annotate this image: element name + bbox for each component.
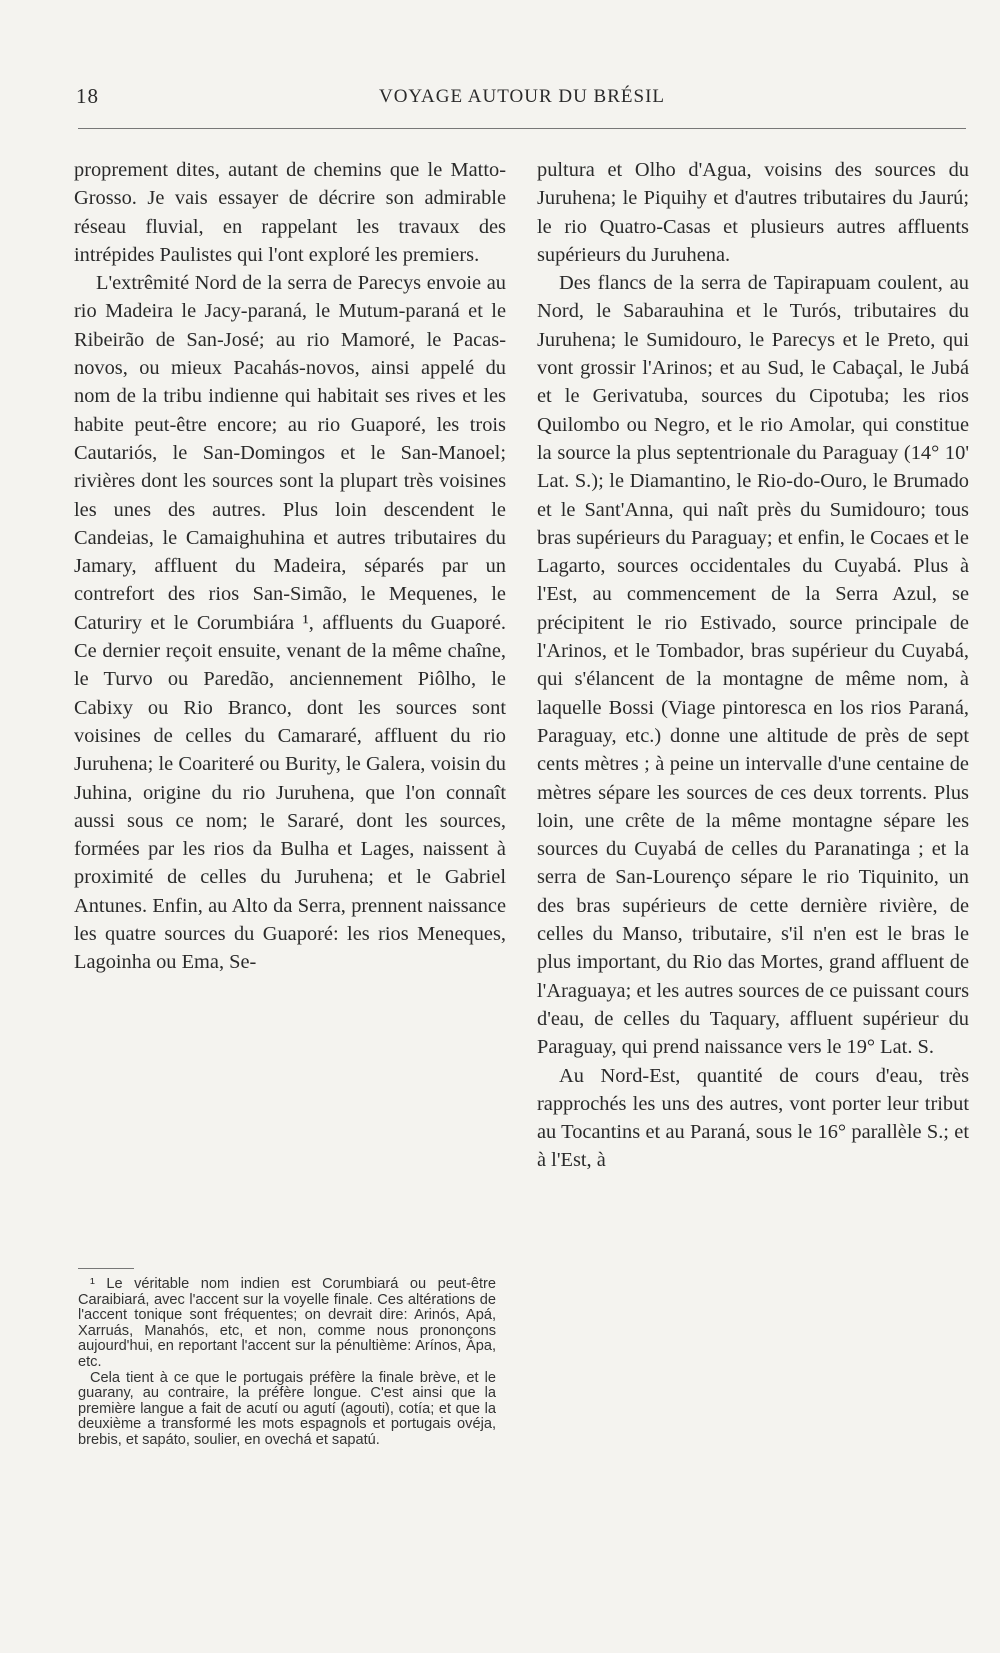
running-title: VOYAGE AUTOUR DU BRÉSIL [378, 86, 666, 107]
left-column [74, 156, 506, 977]
footnote: ¹ Le véritable nom indien est Corumbiará ou peut-être Caraibiará, avec l'accent sur la voyelle finale. Ces altérations de l'accent tonique sont fréquentes; on devrait dire: Arinós, Apá, Xarruás, Manahós, etc, et non, comme nous prononçons aujourd'hui, en reportant l'accent sur la pénultième: Arínos, Ápa, etc. [78, 1276, 496, 1370]
paragraph-continued: proprement dites, autant de chemins que le Matto-Grosso. Je vais essayer de décrire son admirable réseau fluvial, en rappelant les travaux des intrépides Paulistes qui l'ont exploré les premiers. [74, 159, 506, 266]
paragraph-continued: pultura et Olho d'Agua, voisins des sources du Juruhena; le Piquihy et d'autres tributaires du Jaurú; le rio Quatro-Casas et plusieurs autres affluents supérieurs du Juruhena. [537, 159, 969, 266]
paragraph: Des flancs de la serra de Tapirapuam coulent, au Nord, le Sabarauhina et le Turós, tributaires du Juruhena; le Sumidouro, le Parecys et le Preto, qui vont grossir l'Arinos; et au Sud, le Cabaçal, le Jubá et le Gerivatuba, sources du Cipotuba; les rios Quilombo ou Negro, et le rio Amolar, qui constitue la source la plus septentrionale du Paraguay (14° 10' Lat. S.); le Diamantino, le Rio-do-Ouro, le Brumado et le Sant'Anna, qui naît près du Sumidouro; tous bras supérieurs du Paraguay; et enfin, le Cocaes et le Lagarto, sources occidentales du Cuyabá. Plus à l'Est, au commencement de la Serra Azul, se précipitent le rio Estivado, source principale de l'Arinos, et le Tombador, bras supérieur du Cuyabá, qui s'élancent de la montagne de même nom, à laquelle Bossi (Viage pintoresca en los rios Paraná, Paraguay, etc.) donne une altitude de près de sept cents mètres ; à peine un intervalle d'une centaine de mètres sépare les sources de ces deux torrents. Plus loin, une crête de la même montagne sépare les sources du Cuyabá de celles du Paranatinga ; et la serra de San-Lourenço sépare le rio Tiquinito, un des bras supérieurs de cette dernière rivière, de celles du Manso, tributaire, s'il n'en est le bras le plus important, du Rio das Mortes, grand affluent de l'Araguaya; et les autres sources de ce puissant cours d'eau, de celles du Taquary, affluent supérieur du Paraguay, qui prend naissance vers le 19° Lat. S. [537, 272, 969, 1059]
page-header [76, 84, 968, 110]
footnote: Cela tient à ce que le portugais préfère la finale brève, et le guarany, au contraire, la préfère longue. C'est ainsi que la première langue a fait de acutí ou agutí (agouti), cotía; et que la deuxième a transformé les mots espagnols et portugais ovéja, brebis, et sapáto, soulier, en ovechá et sapatú. [78, 1369, 496, 1448]
paragraph: Au Nord-Est, quantité de cours d'eau, très rapprochés les uns des autres, vont porter leur tribut au Tocantins et au Paraná, sous le 16° parallèle S.; et à l'Est, à [537, 1064, 969, 1172]
right-column [537, 156, 969, 1175]
page-number: 18 [76, 84, 99, 108]
paragraph: L'extrêmité Nord de la serra de Parecys envoie au rio Madeira le Jacy-paraná, le Mutum-paraná et le Ribeirão de San-José; au rio Mamoré, le Pacas-novos, ou mieux Pacahás-novos, ainsi appelé du nom de la tribu indienne qui habitait ses rives et les habite peut-être encore; au rio Guaporé, les trois Cautariós, le San-Domingos et le San-Manoel; rivières dont les sources sont la plupart très voisines les unes des autres. Plus loin descendent le Candeias, le Camaighuhina et autres tributaires du Jamary, affluent du Madeira, séparés par un contrefort des rios San-Simão, le Mequenes, le Caturiry et le Corumbiára ¹, affluents du Guaporé. Ce dernier reçoit ensuite, venant de la même chaîne, le Turvo ou Paredão, anciennement Piôlho, le Cabixy ou Rio Branco, dont les sources sont voisines de celles du Camararé, affluent du rio Juruhena; le Coariteré ou Burity, le Galera, voisin du Juhina, origine du rio Juruhena, que l'on connaît aussi sous ce nom; le Sararé, dont les sources, formées par les rios da Bulha et Lages, naissent à proximité de celles du Juruhena; et le Gabriel Antunes. Enfin, au Alto da Serra, prennent naissance les quatre sources du Guaporé: les rios Meneques, Lagoinha ou Ema, Se- [74, 272, 506, 974]
header-rule [78, 128, 966, 129]
footnotes [78, 1277, 496, 1449]
footnote-rule [78, 1268, 134, 1269]
